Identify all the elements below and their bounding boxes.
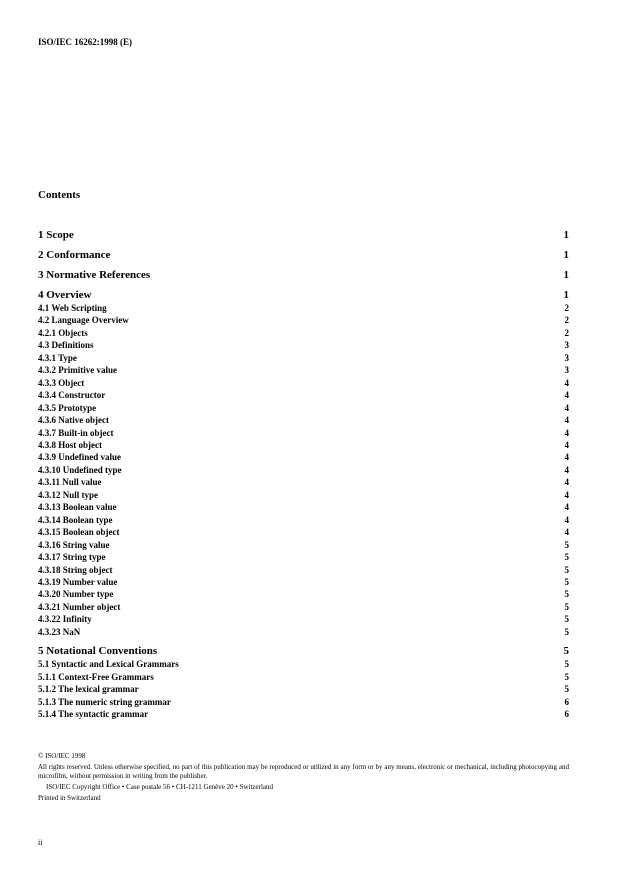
toc-entry-page: 4 bbox=[564, 439, 569, 450]
toc-entry-label: 4.1 Web Scripting bbox=[38, 303, 107, 313]
toc-entry-page: 5 bbox=[564, 601, 569, 612]
toc-entry-label: 4.3.13 Boolean value bbox=[38, 502, 117, 513]
toc-entry-label: 4.3.2 Primitive value bbox=[38, 365, 117, 376]
toc-entry[interactable] bbox=[38, 489, 569, 501]
toc-entry[interactable] bbox=[38, 327, 569, 339]
toc-entry-page: 1 bbox=[563, 269, 569, 281]
toc-entry-page: 4 bbox=[564, 514, 569, 525]
toc-entry[interactable] bbox=[38, 613, 569, 625]
toc-entry-page: 5 bbox=[564, 626, 569, 637]
toc-entry[interactable] bbox=[38, 427, 569, 439]
toc-entry[interactable] bbox=[38, 414, 569, 426]
copyright-line: © ISO/IEC 1998 bbox=[38, 752, 86, 760]
toc-entry-label: 5.1.2 The lexical grammar bbox=[38, 684, 139, 695]
toc-entry-page: 5 bbox=[564, 539, 569, 550]
toc-entry-label: 4.3.16 String value bbox=[38, 539, 110, 550]
toc-entry[interactable] bbox=[38, 464, 569, 476]
toc-entry-label: 4.3.1 Type bbox=[38, 352, 77, 363]
toc-entry-page: 1 bbox=[563, 289, 569, 301]
toc-entry-page: 1 bbox=[563, 249, 569, 261]
toc-entry-page: 4 bbox=[564, 427, 569, 438]
toc-entry-label: 4.3.15 Boolean object bbox=[38, 527, 120, 538]
contents-heading: Contents bbox=[38, 189, 81, 201]
toc-entry[interactable] bbox=[38, 501, 569, 513]
rights-statement: All rights reserved. Unless otherwise specified, no part of this publication may be reproduced or utilized in any form or by any means, electronic or mechanical, including photocopying and microfilm, without permission in writing from the publisher. bbox=[38, 763, 569, 780]
toc-entry[interactable] bbox=[38, 644, 569, 658]
toc-entry[interactable] bbox=[38, 539, 569, 551]
toc-entry-page: 5 bbox=[564, 589, 569, 600]
toc-entry-label: 4.3.9 Undefined value bbox=[38, 452, 122, 463]
office-address: ISO/IEC Copyright Office • Case postale 56 • CH-1211 Genève 20 • Switzerland bbox=[46, 783, 274, 791]
toc-entry-label: 5.1.3 The numeric string grammar bbox=[38, 696, 171, 707]
toc-entry[interactable] bbox=[38, 451, 569, 463]
toc-entry-page: 4 bbox=[564, 377, 569, 388]
toc-entry-label: 4.3.7 Built-in object bbox=[38, 427, 114, 438]
toc-entry[interactable] bbox=[38, 526, 569, 538]
table-of-contents bbox=[38, 228, 569, 721]
toc-entry[interactable] bbox=[38, 314, 569, 326]
printed-in: Printed in Switzerland bbox=[38, 794, 101, 802]
toc-entry-label: 1 Scope bbox=[38, 229, 74, 241]
toc-entry-label: 4.3.11 Null value bbox=[38, 477, 102, 488]
toc-entry-page: 4 bbox=[564, 527, 569, 538]
toc-entry[interactable] bbox=[38, 339, 569, 351]
toc-entry-page: 5 bbox=[564, 614, 569, 625]
toc-entry-label: 4.3.20 Number type bbox=[38, 589, 114, 600]
toc-entry-label: 4.3.19 Number value bbox=[38, 576, 118, 587]
toc-entry-label: 4.3.12 Null type bbox=[38, 489, 99, 500]
toc-entry-label: 4.3.22 Infinity bbox=[38, 614, 92, 625]
toc-entry-page: 5 bbox=[564, 659, 569, 670]
toc-entry[interactable] bbox=[38, 248, 569, 262]
toc-entry-page: 4 bbox=[564, 452, 569, 463]
toc-entry-page: 4 bbox=[564, 402, 569, 413]
toc-entry-label: 4.3.23 NaN bbox=[38, 626, 81, 637]
toc-entry-label: 4.3.5 Prototype bbox=[38, 402, 97, 413]
toc-entry-page: 5 bbox=[563, 645, 569, 658]
toc-entry-page: 4 bbox=[564, 489, 569, 500]
toc-entry-page: 6 bbox=[564, 709, 569, 720]
toc-entry-label: 4.2.1 Objects bbox=[38, 327, 88, 338]
toc-entry-page: 5 bbox=[564, 576, 569, 587]
toc-entry[interactable] bbox=[38, 564, 569, 576]
toc-entry[interactable] bbox=[38, 364, 569, 376]
toc-entry-label: 4.3.21 Number object bbox=[38, 601, 121, 612]
toc-entry-page: 6 bbox=[564, 696, 569, 707]
toc-entry[interactable] bbox=[38, 671, 569, 683]
toc-entry[interactable] bbox=[38, 576, 569, 588]
toc-entry-label: 4.3 Definitions bbox=[38, 340, 94, 351]
toc-entry[interactable] bbox=[38, 439, 569, 451]
toc-entry-label: 5.1.4 The syntactic grammar bbox=[38, 709, 149, 720]
toc-entry-label: 4.3.4 Constructor bbox=[38, 390, 106, 401]
toc-entry[interactable] bbox=[38, 288, 569, 302]
toc-entry-label: 4.3.3 Object bbox=[38, 377, 85, 388]
toc-entry[interactable] bbox=[38, 268, 569, 282]
toc-entry-label: 4.3.18 String object bbox=[38, 564, 113, 575]
toc-entry[interactable] bbox=[38, 658, 569, 670]
running-header: ISO/IEC 16262:1998 (E) bbox=[38, 37, 133, 47]
toc-entry[interactable] bbox=[38, 377, 569, 389]
toc-entry[interactable] bbox=[38, 352, 569, 364]
toc-entry-page: 4 bbox=[564, 477, 569, 488]
toc-entry-label: 4.3.14 Boolean type bbox=[38, 514, 113, 525]
toc-entry[interactable] bbox=[38, 601, 569, 613]
toc-entry-label: 5.1.1 Context-Free Grammars bbox=[38, 671, 154, 682]
toc-entry-label: 4.2 Language Overview bbox=[38, 315, 129, 326]
toc-entry-page: 4 bbox=[564, 502, 569, 513]
toc-entry-page: 2 bbox=[564, 303, 569, 313]
toc-entry-page: 3 bbox=[564, 352, 569, 363]
toc-entry[interactable] bbox=[38, 683, 569, 695]
toc-entry-page: 4 bbox=[564, 390, 569, 401]
toc-entry-label: 4.3.6 Native object bbox=[38, 415, 109, 426]
toc-entry-label: 2 Conformance bbox=[38, 249, 111, 261]
toc-entry-page: 4 bbox=[564, 464, 569, 475]
toc-entry-page: 5 bbox=[564, 671, 569, 682]
toc-entry[interactable] bbox=[38, 302, 569, 314]
toc-entry-label: 4 Overview bbox=[38, 289, 92, 301]
toc-entry-page: 5 bbox=[564, 552, 569, 563]
toc-entry-label: 3 Normative References bbox=[38, 269, 151, 281]
toc-entry-label: 5.1 Syntactic and Lexical Grammars bbox=[38, 659, 179, 670]
toc-entry-page: 5 bbox=[564, 684, 569, 695]
toc-entry[interactable] bbox=[38, 228, 569, 242]
toc-entry-page: 3 bbox=[564, 340, 569, 351]
toc-entry-label: 4.3.10 Undefined type bbox=[38, 464, 122, 475]
copyright-block bbox=[38, 752, 569, 803]
toc-entry[interactable] bbox=[38, 514, 569, 526]
toc-entry[interactable] bbox=[38, 626, 569, 638]
toc-entry-label: 4.3.17 String type bbox=[38, 552, 106, 563]
toc-entry-page: 3 bbox=[564, 365, 569, 376]
toc-entry[interactable] bbox=[38, 696, 569, 708]
toc-entry-page: 5 bbox=[564, 564, 569, 575]
toc-entry-page: 2 bbox=[564, 327, 569, 338]
toc-entry[interactable] bbox=[38, 389, 569, 401]
toc-entry-page: 1 bbox=[563, 229, 569, 241]
toc-entry[interactable] bbox=[38, 402, 569, 414]
toc-entry[interactable] bbox=[38, 551, 569, 563]
toc-entry[interactable] bbox=[38, 476, 569, 488]
toc-entry-label: 5 Notational Conventions bbox=[38, 645, 158, 658]
toc-entry[interactable] bbox=[38, 588, 569, 600]
toc-entry-label: 4.3.8 Host object bbox=[38, 439, 102, 450]
toc-entry-page: 2 bbox=[564, 315, 569, 326]
toc-entry-page: 4 bbox=[564, 415, 569, 426]
toc-entry[interactable] bbox=[38, 708, 569, 720]
page-number: ii bbox=[38, 838, 43, 847]
